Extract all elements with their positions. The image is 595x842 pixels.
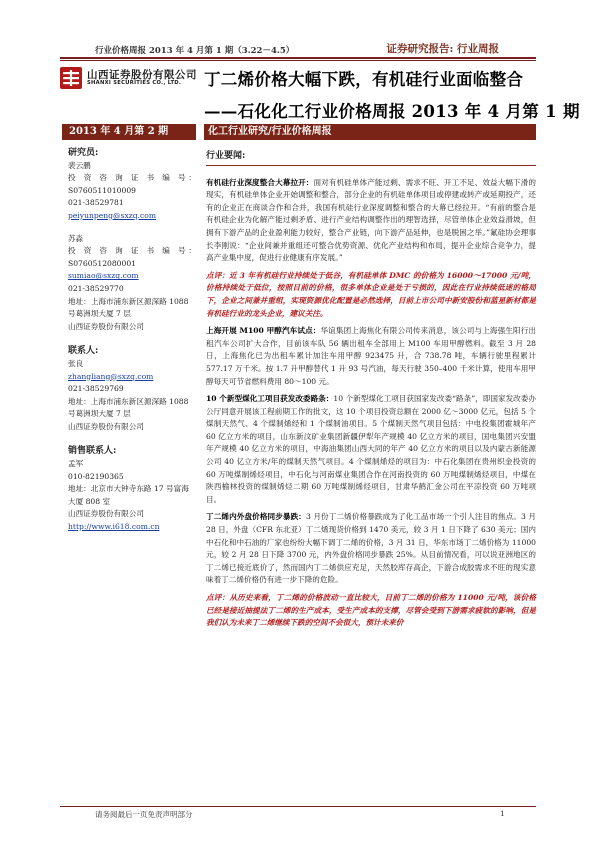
cert-label: 投 资 咨 询 证 书 编 号： [68, 246, 196, 256]
news-body: 10 个新型煤化工项目获国家发改委“路条”，即国家发改委办公厅同意开展该工程前期工作的批文，这 10 个项目投资总额在 2000 亿～3000 亿元，包括 5 个煤制天然气、4 个煤制烯经和 1 个煤制油项目。5 个煤制天然气项目包括：中电投集团霍城年产 60 亿立方米的项目，山东新汶矿业集团新疆伊犁年产规模 40 亿立方米的项目，国电集团兴安盟年产规模 40 亿立方米的项目，中海油集团山西大同的年产 40 亿立方米的项目以及内蒙古新能源公司 40 亿立方米/年的煤制天然气项目。4 个煤制烯烃的项目为：中石化集团在贵州织金投资的 60 万吨煤制烯烃项目，中石化与河南煤业集团合作在河南投资的 60 万吨煤制烯烃项目，中煤在陕西榆林投资的煤制烯烃二期 60 万吨煤制烯烃项目，甘肃华鹤汇金公司在平凉投资 60 万吨项目。 [206, 394, 536, 504]
category-band: 化工行业研究/行业价格周报 [204, 124, 536, 140]
news-lead: 10 个新型煤化工项目获发改委路条： [206, 394, 334, 404]
news-lead: 丁二烯内外盘价格同步暴跌： [206, 512, 307, 522]
news-body: 面对有机硅单体产能过剩、需求不旺、开工不足、效益大幅下滑的现实，有机硅单体企业开始调整和整合，部分企业的有机硅单体项目或停建或转产或延期投产，还有的企业正在商谈合作和合并，我国有机硅行业深度调整和整合的大幕已经拉开。“有前的整合是有机硅企业为化解产能过剩矛盾、进行产业结构调整作出的理智选择，尽管单体企业效益滑坡，但拥有下游产品的企业盈利能力较好，整合产业链，向下游产品延伸，也是脱困之举。”氟硅协会理事长李刚说：“企业间兼并重组还可整合优势资源、优化产业结构和布局，提升企业综合竞争力，提高产业集中度，促进行业健康有序发展。” [206, 177, 536, 263]
analyst-name: 裴云鹏 [68, 160, 91, 170]
news-lead: 上海开展 M100 甲醇汽车试点： [206, 326, 321, 336]
comment-butadiene [206, 592, 536, 630]
sales-heading: 销售联系人: [68, 446, 117, 457]
issue-band: 2013 年 4 月第 2 期 [62, 124, 196, 140]
header-rule-thin [60, 60, 536, 61]
page-number: 1 [500, 809, 505, 818]
analyst-phone: 021-38529770 [68, 283, 124, 293]
sales-phone: 010-82190365 [68, 471, 124, 481]
cert-number: S0760512080001 [68, 258, 137, 268]
website-link[interactable]: http://www.i618.com.cn [68, 522, 160, 532]
sales-name: 孟军 [68, 459, 84, 469]
analyst-email-link[interactable]: sumiao@sxzq.com [68, 271, 139, 281]
contact-address: 地址：上海市浦东新区源深路 1088 号葛洲坝大厦 7 层 [68, 396, 189, 419]
disclaimer-note: 请务阅最后一页免责声明部分 [95, 810, 193, 819]
company-name: 山西证券股份有限公司 [68, 321, 144, 331]
comment-body: 近 3 年有机硅行业持续处于低谷，有机硅单体 DMC 的价格为 16000～17000 元/吨，价格持续处于低位，按照目前的价格，很多单体企业是处于亏损的，因此在行业持续低迷的格局下，企业之间兼并重组，实现资源优化配置是必然选择，目前上市公司中新安股份和蓝星新材都是有机硅行业的龙头企业，建议关注。 [206, 270, 536, 318]
news-paragraph-silicone [206, 177, 536, 265]
section-heading: 行业要闻: [206, 150, 536, 166]
researcher-heading: 研究员: [68, 148, 99, 158]
news-paragraph-coal-chemical [206, 393, 536, 506]
analyst-email-link[interactable]: peiyunpeng@sxzq.com [68, 210, 157, 220]
news-paragraph-methanol [206, 325, 536, 388]
logo-name-cn: 山西证券股份有限公司 [87, 69, 197, 81]
comment-body: 从历史来看，丁二烯的价格波动一直比较大，目前丁二烯的价格为 11000 元/吨，该价格已经是接近抽提法丁二烯的生产成本，受生产成本的支撑，尽管会受到下游需求疲软的影响，但是我们认为未来丁二烯继续下跌的空间不会很大，预计未来价 [206, 593, 537, 628]
report-title: 丁二烯价格大幅下跌，有机硅行业面临整合 [204, 70, 524, 89]
news-body: 华谊集团上海焦化有限公司传来消息，该公司与上海强生阳行出租汽车公司扩大合作，目前该车队 56 辆出租车全部用上 M100 车用甲醇燃料。截至 3 月 28 日，上海焦化已为出租车累计加注车用甲醇 923475 升，合 738.78 吨，车辆行驶里程累计 577.17 万千米。按 1.7 升甲醇替代 1 升 93 号汽油，每天行驶 350–400 千米计算，使用车用甲醇每天可节省燃料费用 80～100 元。 [206, 326, 537, 386]
running-header-title: 行业价格周报 2013 年 4 月第 1 期（3.22－4.5） [95, 46, 295, 56]
contact-name: 张良 [68, 358, 84, 368]
news-lead: 有机硅行业深度整合大幕拉开： [206, 177, 314, 187]
analyst-phone: 021-38529781 [68, 198, 124, 208]
news-body: 3 月份丁二烯价格暴跌成为了化工品市场一个引人注目的焦点。3 月 28 日，外盘（CFR 东北亚）丁二烯现货价格到 1470 美元，较 3 月 1 日下降了 630 美元；国内中石化和中石油的厂家也纷纷大幅下调丁二烯的价格，3 月 31 日，华东市场丁二烯价格为 11000 元，较 2 月 28 日下降 3700 元，内外盘价格同步暴跌 25%。从目前情况看，可以说亚洲地区的丁二烯已接近底价了，然而国内丁二烯供应充足，天然胶库存高企，下游合成胶需求不旺的现实意味着丁二烯价格仍有进一步下降的危险。 [206, 512, 536, 585]
logo-name-en: SHANXI SECURITIES CO., LTD. [87, 80, 182, 86]
main-content [206, 150, 536, 635]
contact-phone: 021-38529769 [68, 384, 124, 394]
sales-company: 山西证券股份有限公司 [68, 509, 144, 519]
cert-number: S0760511010009 [68, 185, 137, 195]
office-address: 地址：上海市浦东新区源深路 1088 号葛洲坝大厦 7 层 [68, 296, 189, 319]
report-subtitle: ——石化化工行业价格周报 2013 年 4 月第 1 期 [204, 102, 580, 121]
sidebar-contacts [68, 145, 196, 534]
company-logo [60, 66, 200, 92]
contact-email-link[interactable]: zhangliang@sxzq.com [68, 371, 154, 381]
cert-label: 投 资 咨 询 证 书 编 号： [68, 173, 196, 183]
report-type-label: 证券研究报告: 行业周报 [386, 43, 499, 55]
news-paragraph-butadiene [206, 511, 536, 587]
comment-label: 点评： [206, 593, 230, 602]
comment-label: 点评： [206, 270, 230, 280]
header-rule [60, 57, 536, 59]
sales-address: 地址：北京市大钟寺东路 17 号富海大厦 808 室 [68, 484, 189, 506]
contact-company: 山西证券股份有限公司 [68, 421, 144, 431]
analyst-name: 苏淼 [68, 233, 84, 243]
footer-rule [60, 806, 536, 807]
contact-heading: 联系人: [68, 346, 99, 357]
comment-silicone [206, 270, 536, 320]
logo-mark-icon [60, 67, 82, 89]
